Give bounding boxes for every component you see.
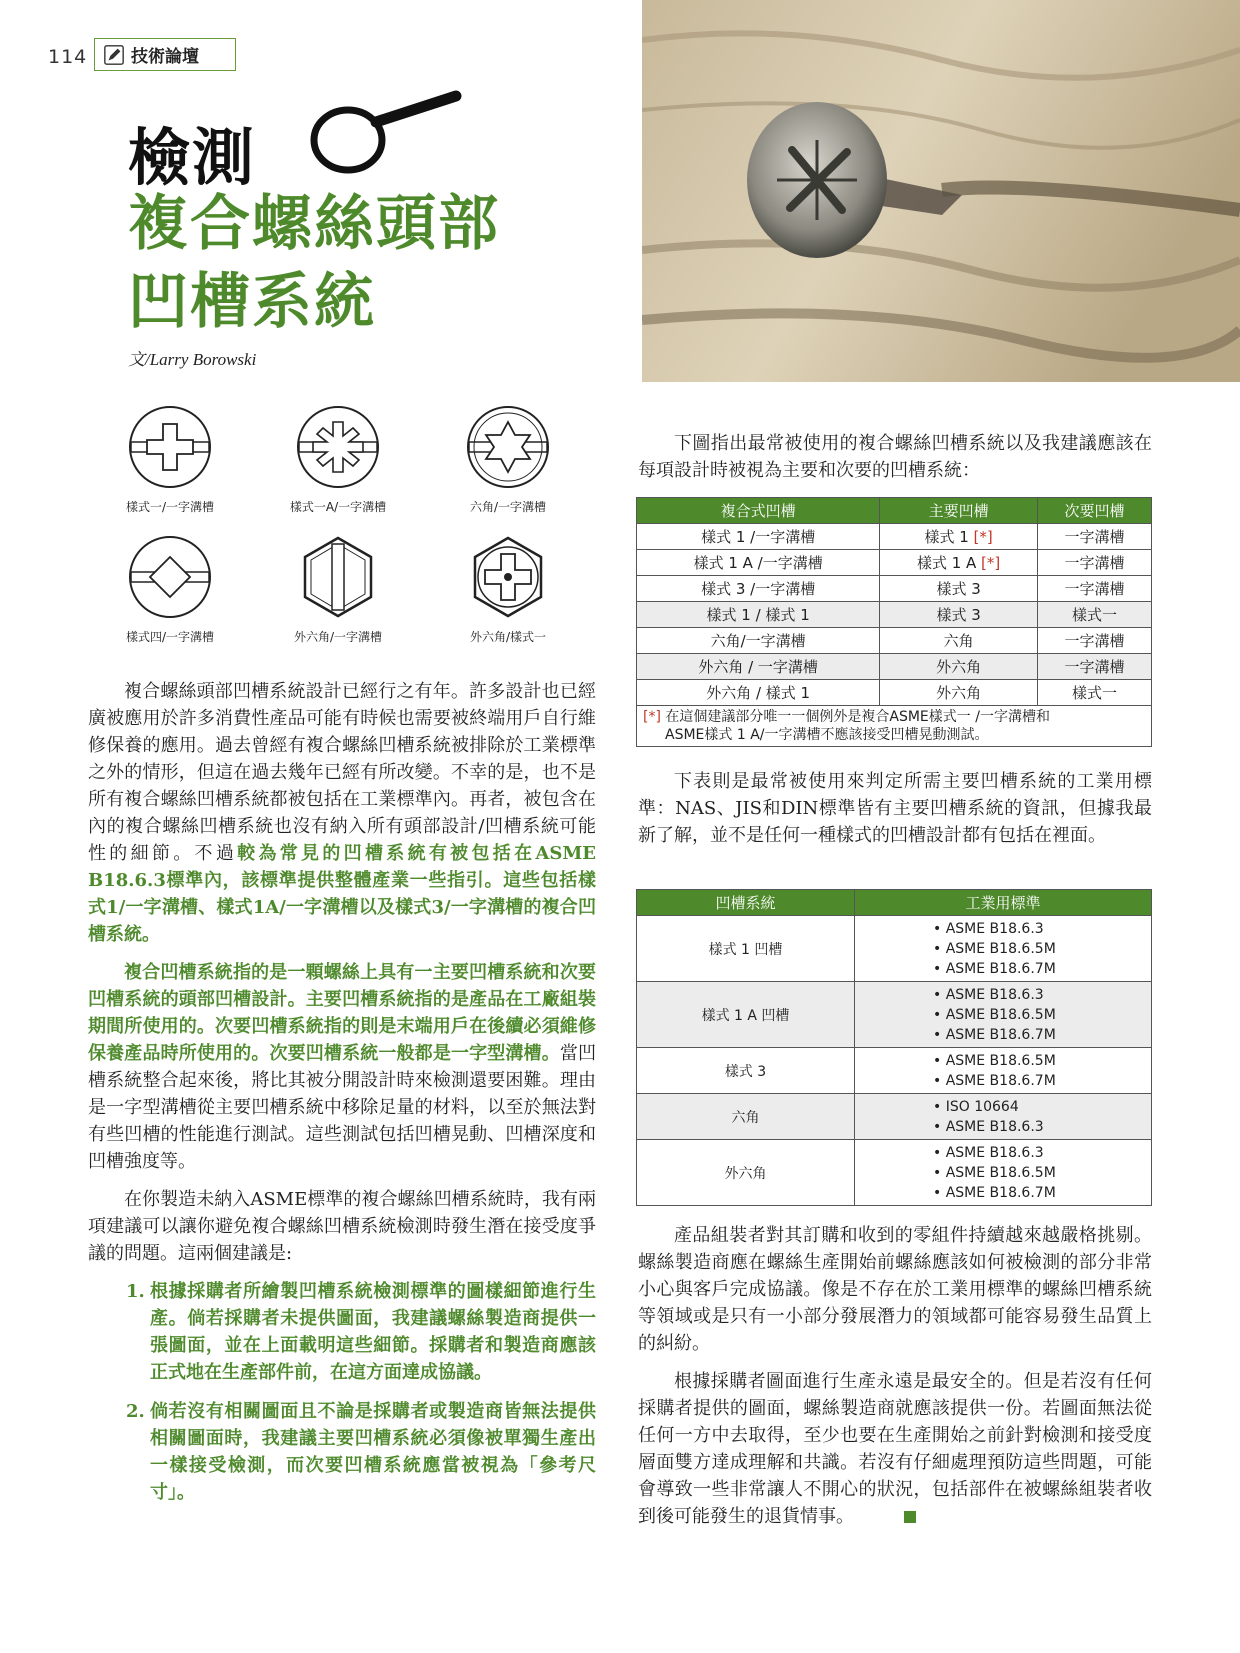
table-row: 外六角 / 樣式 1 外六角 樣式一 <box>637 680 1152 706</box>
paragraph-end-1: 產品組裝者對其訂購和收到的零組件持續越來越嚴格挑剔。螺絲製造商應在螺絲生產開始前螺絲應該如何被檢測的部分非常小心與客戶完成協議。像是不存在於工業用標準的螺絲凹槽系統等領域或是只有一小部分發展潛力的領域都可能容易發生品質上的糾紛。 <box>638 1225 1152 1354</box>
screw-photo <box>642 0 1240 382</box>
diagram-type1-slot <box>90 402 250 515</box>
page-number: 114 <box>48 46 88 68</box>
page-title: 檢測 <box>128 121 257 194</box>
end-of-article-icon <box>904 1511 916 1523</box>
diagram-caption: 樣式一/一字溝槽 <box>125 500 215 514</box>
paragraph-1: 複合螺絲頭部凹槽系統設計已經行之有年。許多設計也已經廣被應用於許多消費性產品可能有時候也需要被終端用戶自行維修保養的應用。過去曾經有複合螺絲凹槽系統被排除於工業標準之外的情形，但這在過去幾年已經有所改變。不幸的是，也不是所有複合螺絲凹槽系統都被包括在工業標準內。再者，被包含在內的複合螺絲凹槽系統也沒有納入所有頭部設計/凹槽系統可能性的細節。不過較為常見的凹槽系統有被包括在ASME B18.6.3標準內，該標準提供整體產業一些指引。這些包括樣式1/一字溝槽、樣式1A/一字溝槽以及樣式3/一字溝槽的複合凹槽系統。 <box>88 681 597 945</box>
table-row: 樣式 3 /一字溝槽 樣式 3 一字溝槽 <box>637 576 1152 602</box>
list-item: 1. 根據採購者所繪製凹槽系統檢測標準的圖樣細節進行生產。倘若採購者未提供圖面，我建議螺絲製造商提供一張圖面，並在上面載明這些細節。採購者和製造商應該正式地在生產部件前，在這方面達成協議。 <box>126 1281 596 1383</box>
pen-icon <box>103 44 125 66</box>
table-row: 樣式 1 /一字溝槽 樣式 1 [*] 一字溝槽 <box>637 524 1152 550</box>
paragraph-3: 在你製造未納入ASME標準的複合螺絲凹槽系統時，我有兩項建議可以讓你避免複合螺絲凹槽系統檢測時發生潛在接受度爭議的問題。這兩個建議是: <box>88 1189 596 1264</box>
standards-table <box>636 889 1152 1206</box>
diagram-caption: 六角/一字溝槽 <box>469 500 547 514</box>
table-row: 樣式 1 凹槽 • ASME B18.6.3 • ASME B18.6.5M • ASME B18.6.7M <box>637 916 1152 982</box>
subtitle-line-2: 凹槽系統 <box>128 267 376 337</box>
table-row: 樣式 1 A /一字溝槽 樣式 1 A [*] 一字溝槽 <box>637 550 1152 576</box>
paragraph-table2-intro: 下表則是最常被使用來判定所需主要凹槽系統的工業用標準：NAS、JIS和DIN標準皆有主要凹槽系統的資訊，但據我最新了解，並不是任何一種樣式的凹槽設計都有包括在裡面。 <box>638 771 1152 846</box>
diagram-caption: 樣式四/一字溝槽 <box>125 630 215 644</box>
paragraph-2: 複合凹槽系統指的是一顆螺絲上具有一主要凹槽系統和次要凹槽系統的頭部凹槽設計。主要凹槽系統指的是產品在工廠組裝期間所使用的。次要凹槽系統指的則是末端用戶在後續必須維修保養產品時所使用的。次要凹槽系統一般都是一字型溝槽。當凹槽系統整合起來後，將比其被分開設計時來檢測還要困難。理由是一字型溝槽從主要凹槽系統中移除足量的材料，以至於無法對有些凹槽的性能進行測試。這些測試包括凹槽晃動、凹槽深度和凹槽強度等。 <box>88 962 597 1172</box>
table-note-row: [*] 在這個建議部分唯一一個例外是複合ASME樣式一 /一字溝槽和 ASME樣式 1 A/一字溝槽不應該接受凹槽晃動測試。 <box>637 706 1152 747</box>
table-row: 樣式 1 A 凹槽 • ASME B18.6.3 • ASME B18.6.5M • ASME B18.6.7M <box>637 982 1152 1048</box>
byline: 文/Larry Borowski <box>128 350 257 369</box>
table-header: 主要凹槽 <box>880 498 1038 524</box>
diagram-hex-slot <box>428 402 588 515</box>
list-item: 2. 倘若沒有相關圖面且不論是採購者或製造商皆無法提供相關圖面時，我建議主要凹槽系統必須像被單獨生產出一樣接受檢測，而次要凹槽系統應當被視為「參考尺寸」。 <box>126 1401 596 1503</box>
section-label: 技術論壇 <box>131 47 199 67</box>
recess-diagrams <box>90 392 610 654</box>
table-row: 外六角 / 一字溝槽 外六角 一字溝槽 <box>637 654 1152 680</box>
diagram-type4-slot <box>90 532 250 645</box>
table-row: 樣式 1 / 樣式 1 樣式 3 樣式一 <box>637 602 1152 628</box>
table-row: 外六角 • ASME B18.6.3 • ASME B18.6.5M • ASME B18.6.7M <box>637 1140 1152 1206</box>
right-column-intro <box>638 430 1152 495</box>
right-column-end <box>638 1222 1152 1541</box>
right-column-middle <box>638 768 1152 860</box>
table-header: 次要凹槽 <box>1037 498 1151 524</box>
table-row: 樣式 3 • ASME B18.6.5M • ASME B18.6.7M <box>637 1048 1152 1094</box>
recommendation-list <box>88 1278 596 1506</box>
table-header: 凹槽系統 <box>637 890 855 916</box>
table-header: 工業用標準 <box>855 890 1152 916</box>
section-tag <box>94 38 236 71</box>
subtitle-line-1: 複合螺絲頭部 <box>128 189 500 259</box>
recess-table <box>636 497 1152 747</box>
paragraph-intro: 下圖指出最常被使用的複合螺絲凹槽系統以及我建議應該在每項設計時被視為主要和次要的凹槽系統： <box>638 433 1152 481</box>
left-column <box>88 678 596 1518</box>
paragraph-end-2: 根據採購者圖面進行生產永遠是最安全的。但是若沒有任何採購者提供的圖面，螺絲製造商就應該提供一份。若圖面無法從任何一方中去取得，至少也要在生產開始之前針對檢測和接受度層面雙方達成理解和共識。若沒有仔細處理預防這些問題，可能會導致一些非常讓人不開心的狀況，包括部件在被螺絲組裝者收到後可能發生的退貨情事。 <box>638 1371 1152 1527</box>
diagram-type1a-slot <box>258 402 418 515</box>
magnifier-icon <box>306 88 466 178</box>
diagram-external-hex-slot <box>258 532 418 645</box>
diagram-caption: 外六角/一字溝槽 <box>293 630 383 644</box>
diagram-caption: 外六角/樣式一 <box>469 630 547 644</box>
table-row: 六角 • ISO 10664 • ASME B18.6.3 <box>637 1094 1152 1140</box>
page-subtitle <box>128 185 500 341</box>
table-row: 六角/一字溝槽 六角 一字溝槽 <box>637 628 1152 654</box>
diagram-external-hex-type1 <box>428 532 588 645</box>
diagram-caption: 樣式一A/一字溝槽 <box>289 500 387 514</box>
table-header: 複合式凹槽 <box>637 498 880 524</box>
